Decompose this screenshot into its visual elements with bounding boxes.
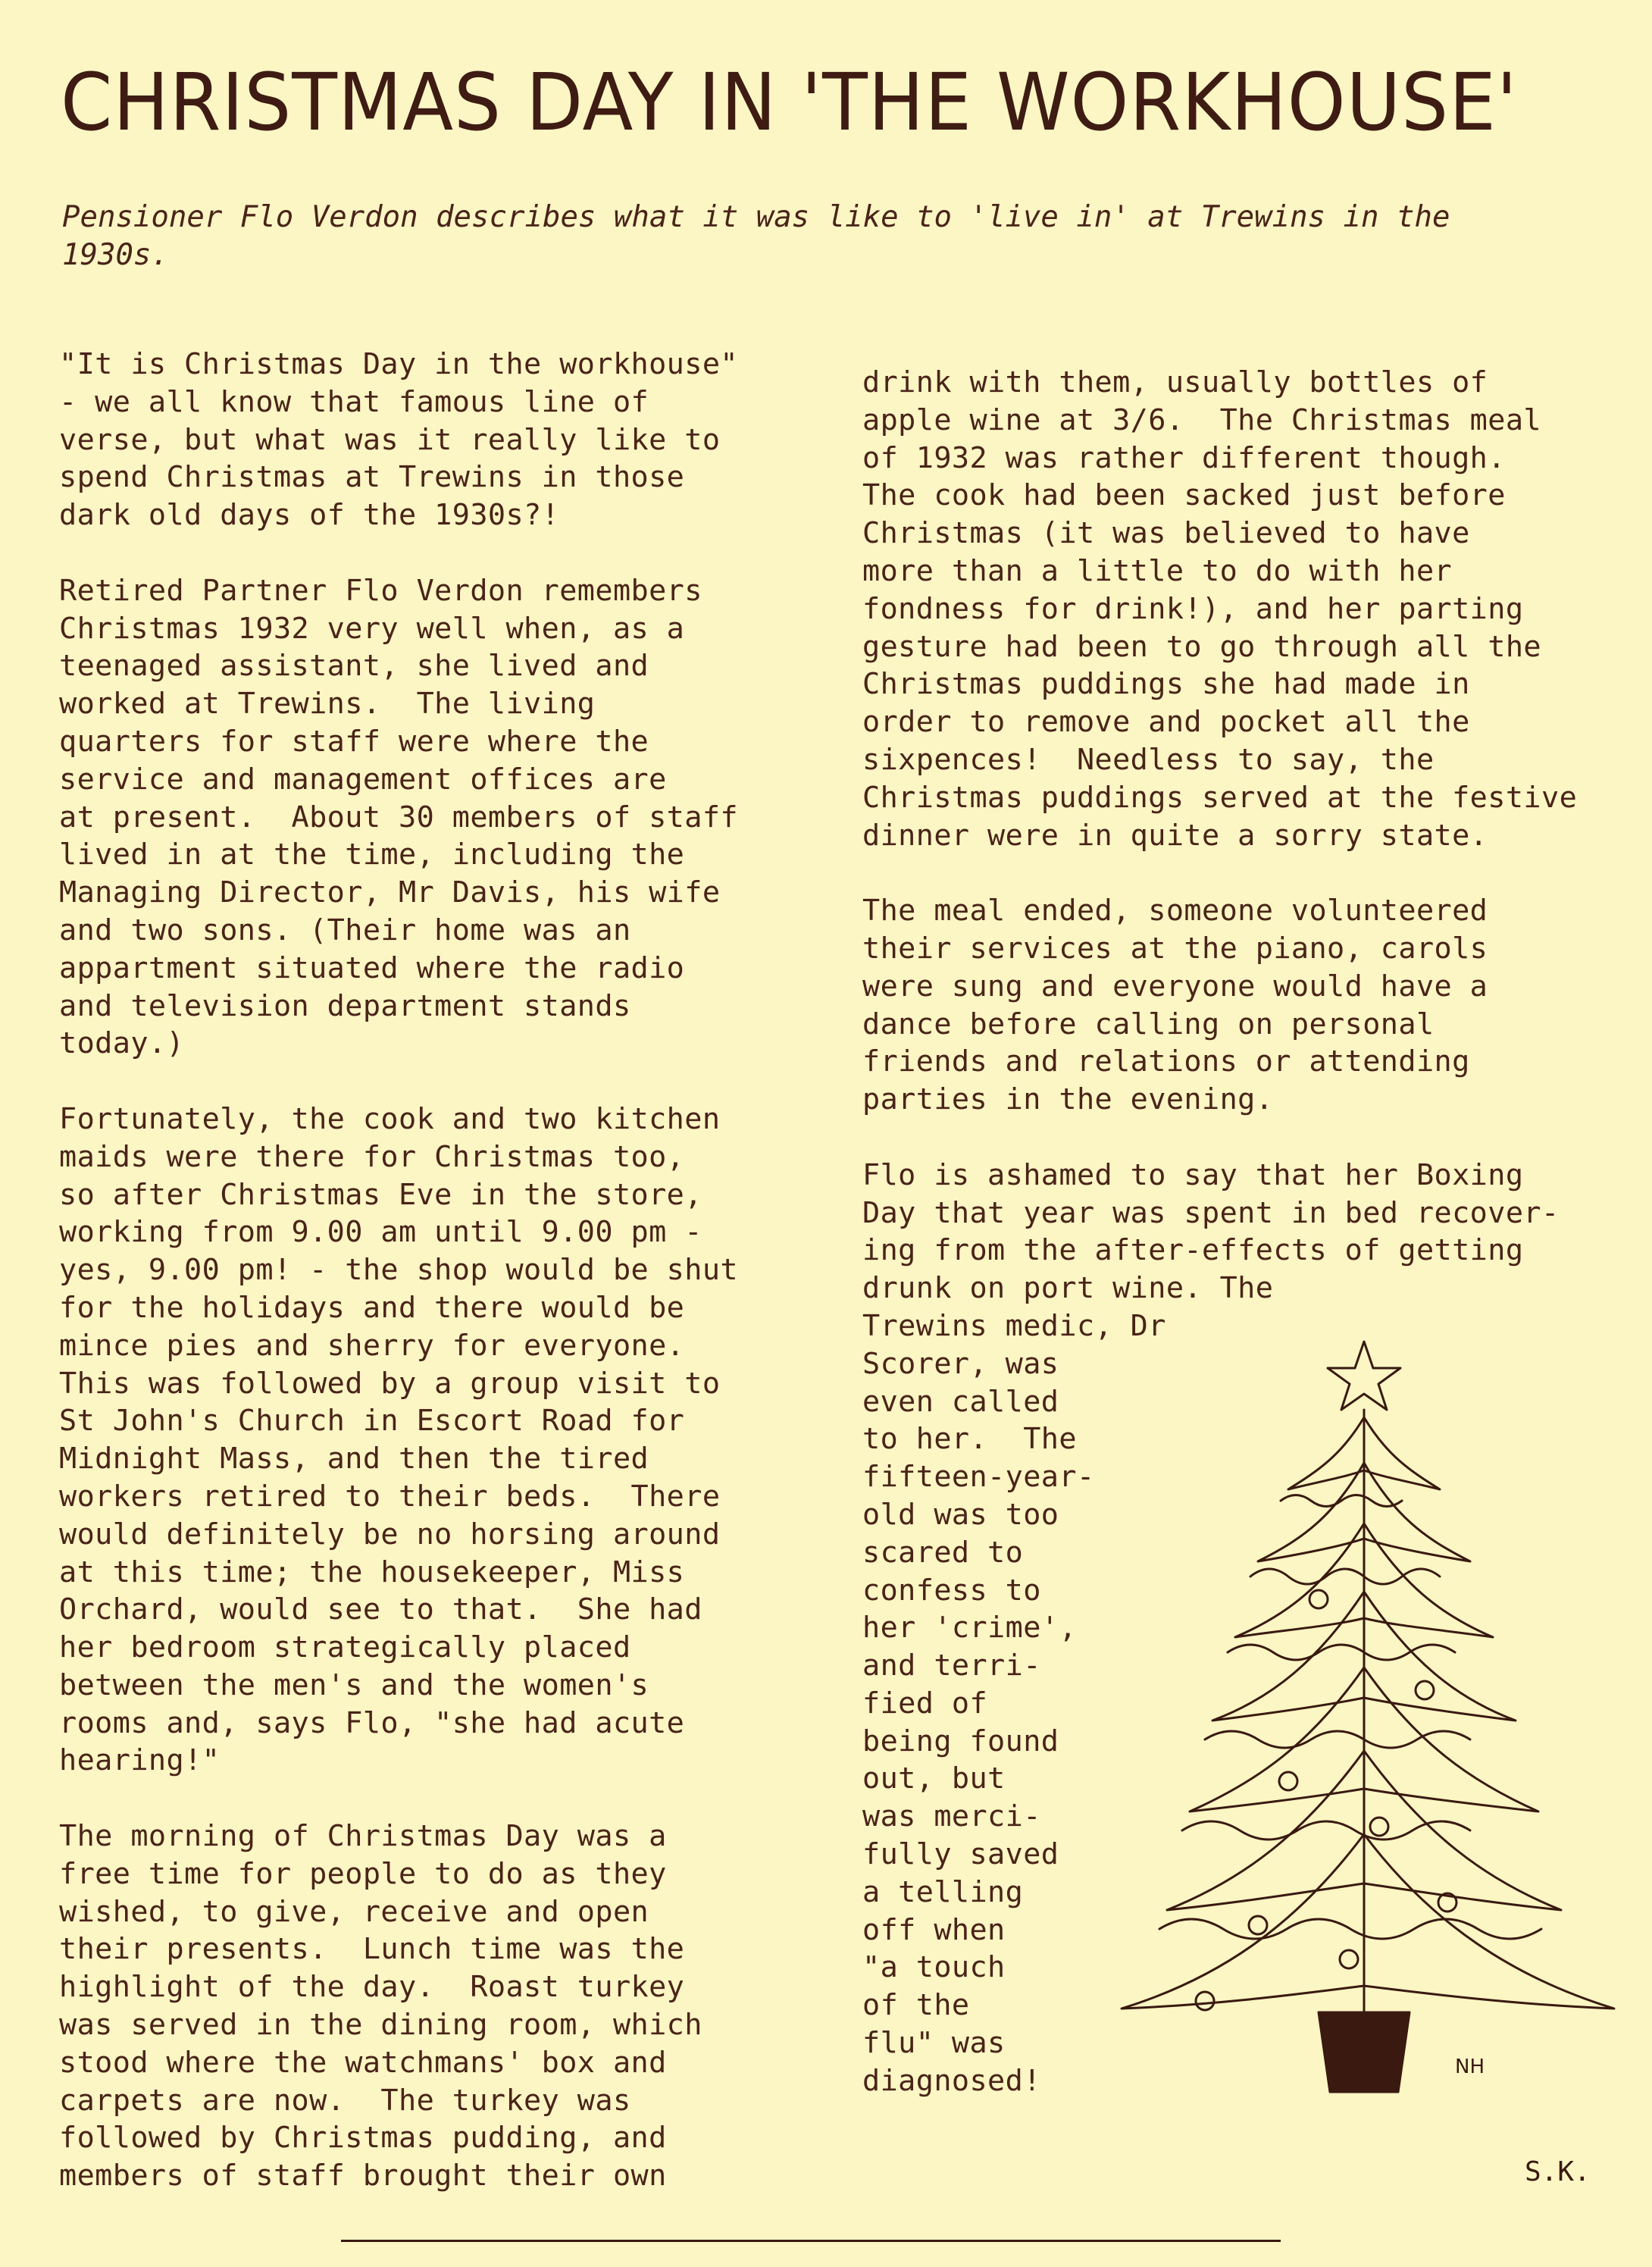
illustrator-signature: NH	[1455, 2056, 1485, 2078]
standfirst: Pensioner Flo Verdon describes what it was like to 'live in' at Trewins in the 1930s.	[62, 200, 1450, 272]
paragraph-3: Fortunately, the cook and two kitchen maids were there for Christmas too, so after Christmas Eve in the store, working from 9.00 am until 9.00 pm - yes, 9.00 pm! - the shop would be shut for the holidays and there would be mince pies and sherry for everyone. This was followed by a group visit to St John's Church in Escort Road for Midnight Mass, and then the tired workers retired to their beds. There would definitely be no horsing around at this time; the housekeeper, Miss Orchard, would see to that. She had her bedroom strategically placed between the men's and the women's rooms and, says Flo, "she had acute hearing!"	[59, 1101, 739, 1778]
paragraph-4: The morning of Christmas Day was a free time for people to do as they wished, to give, receive and open their presents. Lunch time was the highlight of the day. Roast turkey was served in the dining room, which stood where the watchmans' box and carpets are now. The turkey was followed by Christmas pudding, and members of staff brought their own	[59, 1819, 702, 2193]
bottom-rule	[341, 2240, 1281, 2242]
left-column	[59, 346, 817, 2233]
paragraph-7: Flo is ashamed to say that her Boxing Day that year was spent in bed recover- ing from the after-effects of getting drunk on port wine. The Trewins medic, Dr Scorer, was even called to her. The fifteen-year- old was too scared to confess to her 'crime', and terri- fied of being found out, but was merci- fully saved a telling off when "a touch of the flu" was diagnosed!	[862, 1157, 1560, 2098]
star-icon	[1328, 1342, 1400, 1410]
paragraph-2: Retired Partner Flo Verdon remembers Christmas 1932 very well when, as a teenaged assistant, she lived and worked at Trewins. The living quarters for staff were where the service and management offices are at present. About 30 members of staff lived in at the time, including the Managing Director, Mr Davis, his wife and two sons. (Their home was an appartment situated where the radio and television department stands today.)	[59, 573, 739, 1061]
page-title: CHRISTMAS DAY IN 'THE WORKHOUSE'	[61, 56, 1518, 149]
paragraph-1: "It is Christmas Day in the workhouse" - we all know that famous line of verse, but what was it really like to spend Christmas at Trewins in those dark old days of the 1930s?!	[59, 347, 739, 533]
author-initials: S.K.	[1525, 2156, 1591, 2187]
paragraph-6: The meal ended, someone volunteered their services at the piano, carols were sung and everyone would have a dance before calling on personal friends and relations or attending parties in the evening.	[862, 894, 1488, 1117]
paragraph-5: drink with them, usually bottles of apple wine at 3/6. The Christmas meal of 1932 was rather different though. The cook had been sacked just before Christmas (it was believed to have more than a little to do with her fondness for drink!), and her parting gesture had been to go through all the Christmas puddings she had made in order to remove and pocket all the sixpences! Needless to say, the Christmas puddings served at the festive dinner were in quite a sorry state.	[862, 365, 1578, 853]
christmas-tree-icon	[1091, 1326, 1622, 2130]
